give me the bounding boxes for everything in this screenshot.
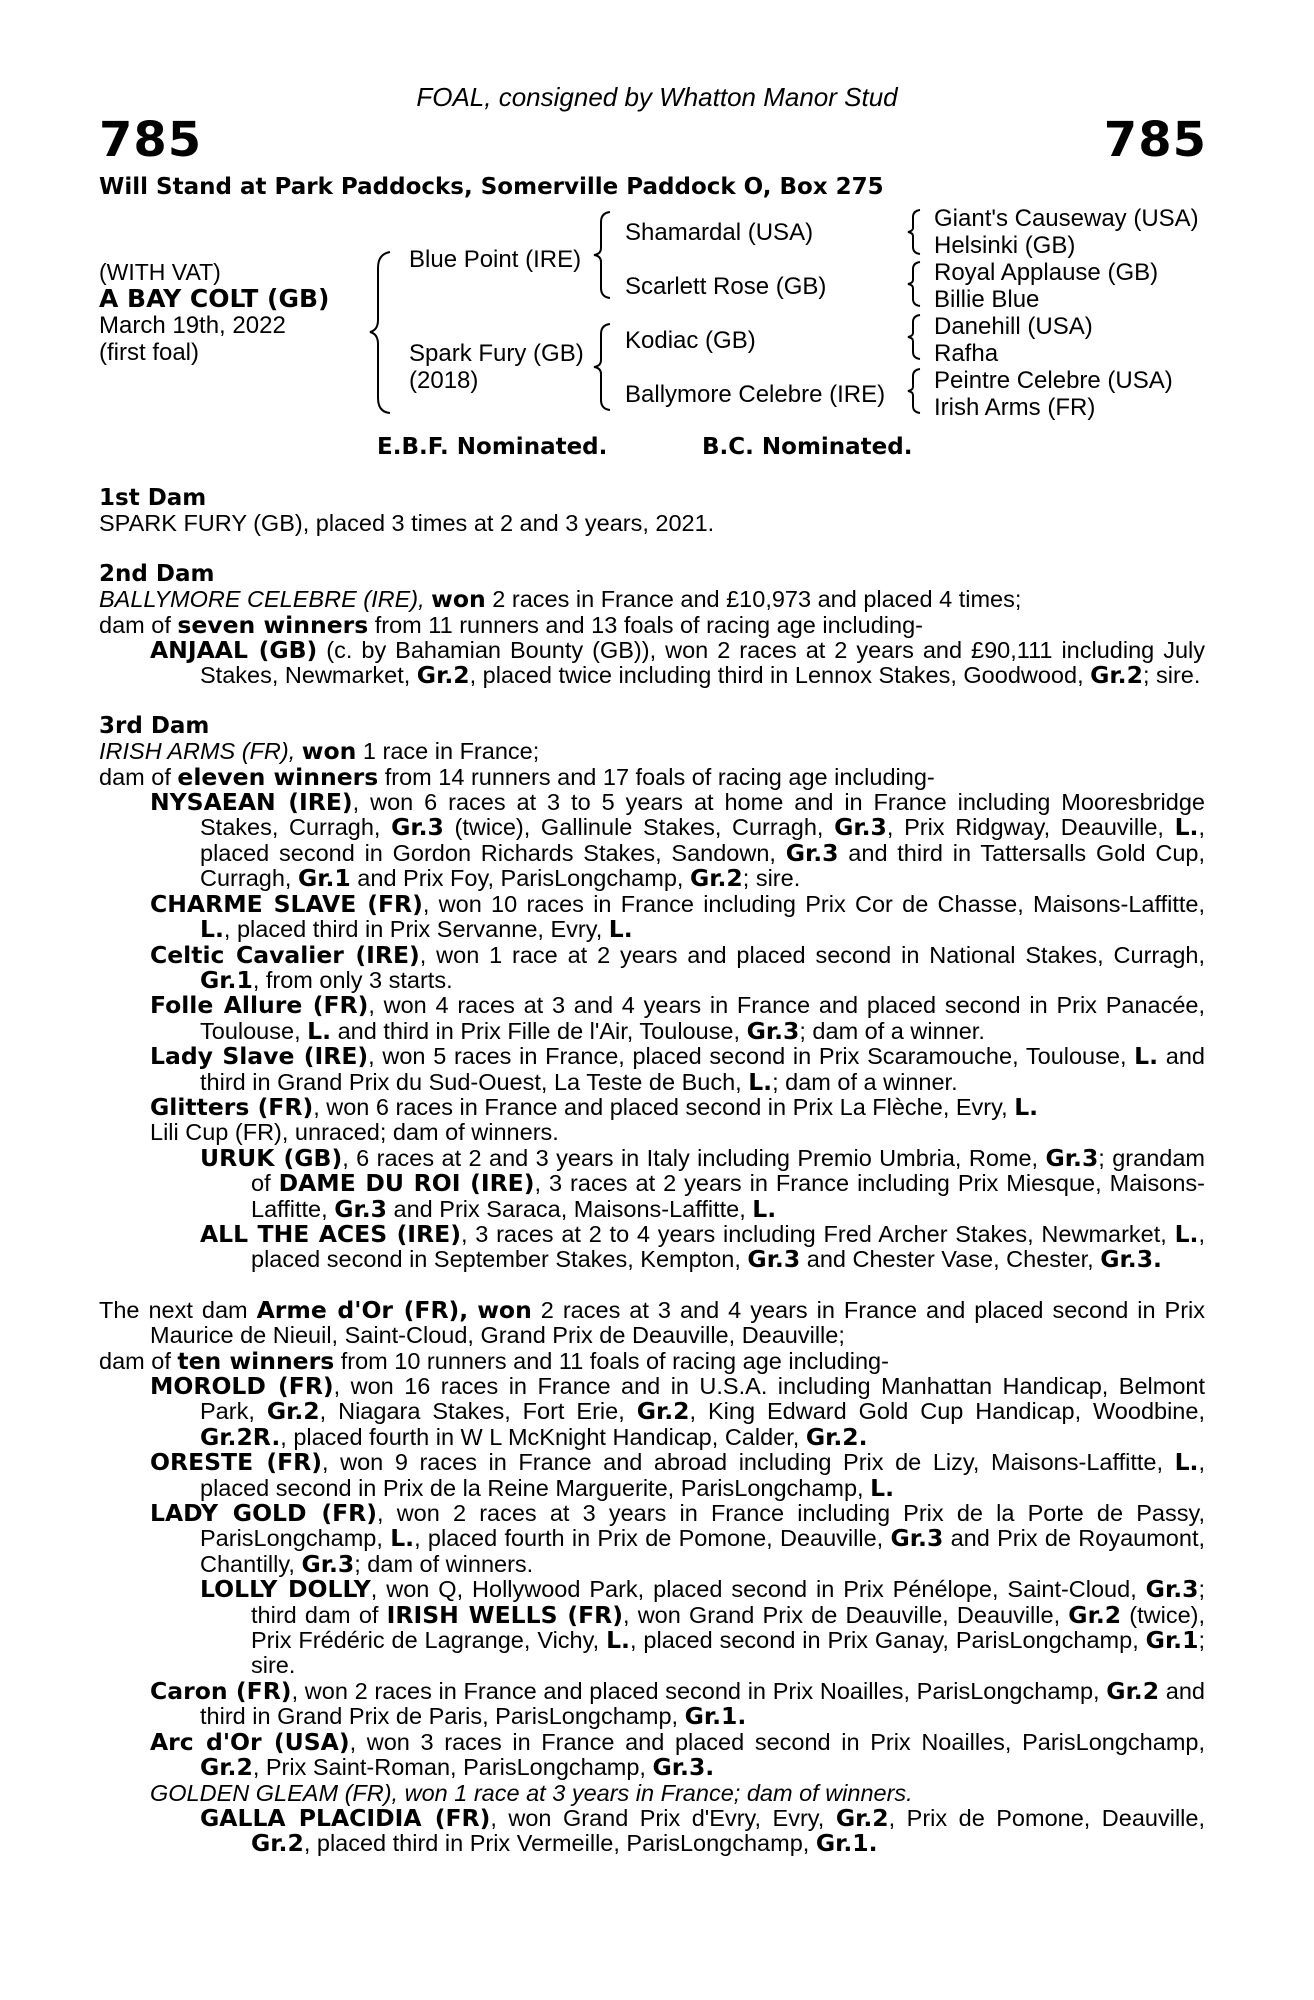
catalogue-body (99, 486, 1205, 1857)
progeny-caron: Caron (FR), won 2 races in France and placed second in Prix Noailles, ParisLongchamp, Gr.2 and third in Grand Prix de Paris, ParisLongchamp, Gr.1. (150, 1676, 1206, 1731)
progeny-folle-allure: Folle Allure (FR), won 4 races at 3 and 4 years in France and placed second in Prix Panacée, Toulouse, L. and third in Prix Fille de l'Air, Toulouse, Gr.3; dam of a winner. (150, 991, 1205, 1045)
dam2-produce: dam of seven winners from 11 runners and 13 foals of racing age including- (99, 610, 923, 639)
pedigree-g2: Helsinki (GB) (934, 232, 1076, 259)
progeny-nysaean: NYSAEAN (IRE), won 6 races at 3 to 5 years at home and in France including Mooresbridge Stakes, Curragh, Gr.3 (twice), Gallinule Stakes, Curragh, Gr.3, Prix Ridgway, Deauville, L., placed second in Gordon Richards Stakes, Sandown, Gr.3 and third in Tattersalls Gold Cup, Curragh, Gr.1 and Prix Foy, ParisLongchamp, Gr.2; sire. (150, 788, 1206, 893)
pedigree-g6: Rafha (934, 340, 999, 367)
vat-note: (WITH VAT) (99, 259, 221, 285)
pedigree-sire: Blue Point (IRE) (409, 246, 582, 273)
pedigree-g3: Royal Applause (GB) (934, 259, 1159, 286)
progeny-uruk: URUK (GB), 6 races at 2 and 3 years in Italy including Premio Umbria, Rome, Gr.3; grandam of DAME DU ROI (IRE), 3 races at 2 years in France including Prix Miesque, Maisons-Laffitte, Gr.3 and Prix Saraca, Maisons-Laffitte, L. (200, 1143, 1205, 1223)
pedigree-dam-sire: Kodiac (GB) (625, 327, 756, 354)
progeny-all-the-aces: ALL THE ACES (IRE), 3 races at 2 to 4 years including Fred Archer Stakes, Newmarket, L., placed second in September Stakes, Kempton, Gr.3 and Chester Vase, Chester, Gr.3. (200, 1219, 1205, 1274)
lot-number-right: 785 (1103, 112, 1207, 168)
pedigree-sire-sire: Shamardal (USA) (625, 219, 814, 246)
dam3-heading: 3rd Dam (99, 712, 210, 739)
progeny-lady-gold: LADY GOLD (FR), won 2 races at 3 years in France including Prix de la Porte de Passy, ParisLongchamp, L., placed fourth in Prix de Pomone, Deauville, Gr.3 and Prix de Royaumont, Chantilly, Gr.3; dam of winners. (150, 1499, 1206, 1578)
dam1-text: SPARK FURY (GB), placed 3 times at 2 and 3 years, 2021. (99, 510, 715, 537)
pedigree-g1: Giant's Causeway (USA) (934, 205, 1199, 232)
foaling-date: March 19th, 2022 (99, 312, 286, 339)
progeny-lolly-dolly: LOLLY DOLLY, won Q, Hollywood Park, placed second in Prix Pénélope, Saint-Cloud, Gr.3; third dam of IRISH WELLS (FR), won Grand Prix de Deauville, Deauville, Gr.2 (twice), Prix Frédéric de Lagrange, Vichy, L., placed second in Prix Ganay, ParisLongchamp, Gr.1; sire. (200, 1575, 1206, 1679)
pedigree-brace-g3 (906, 313, 924, 361)
pedigree-sire-dam: Scarlett Rose (GB) (625, 273, 827, 300)
progeny-glitters: Glitters (FR), won 6 races in France and placed second in Prix La Flèche, Evry, L. (150, 1092, 1039, 1121)
pedigree-brace-dam (592, 322, 614, 412)
dam2-heading: 2nd Dam (99, 560, 215, 587)
bc-nominated: B.C. Nominated. (702, 434, 913, 460)
progeny-arc-dor: Arc d'Or (USA), won 3 races in France and placed second in Prix Noailles, ParisLongchamp, Gr.2, Prix Saint-Roman, ParisLongchamp, Gr.3. (150, 1727, 1205, 1782)
pedigree-brace-g4 (906, 367, 924, 415)
dam1-heading: 1st Dam (99, 485, 207, 511)
ebf-nominated: E.B.F. Nominated. (377, 434, 608, 460)
next-dam-produce: dam of ten winners from 10 runners and 11 foals of racing age including- (99, 1346, 889, 1375)
next-dam-line: The next dam Arme d'Or (FR), won 2 races at 3 and 4 years in France and placed second in Prix Maurice de Nieuil, Saint-Cloud, Grand Prix de Deauville, Deauville; (99, 1295, 1206, 1349)
dam2-progeny-anjaal: ANJAAL (GB) (c. by Bahamian Bounty (GB)), won 2 races at 2 years and £90,111 including July Stakes, Newmarket, Gr.2, placed twice including third in Lennox Stakes, Goodwood, Gr.2; sire. (150, 636, 1206, 690)
pedigree-dam: Spark Fury (GB) (409, 340, 584, 367)
stand-location: Will Stand at Park Paddocks, Somerville Paddock O, Box 275 (99, 174, 884, 200)
dam2-line: BALLYMORE CELEBRE (IRE), won 2 races in France and £10,973 and placed 4 times; (99, 585, 1022, 614)
progeny-galla-placidia: GALLA PLACIDIA (FR), won Grand Prix d'Evry, Evry, Gr.2, Prix de Pomone, Deauville, Gr.2, placed third in Prix Vermeille, ParisLongchamp, Gr.1. (200, 1803, 1205, 1858)
dam2-name: BALLYMORE CELEBRE (IRE), (99, 586, 425, 613)
progeny-golden-gleam: GOLDEN GLEAM (FR), won 1 race at 3 years in France; dam of winners. (150, 1779, 913, 1806)
progeny-lili-cup: Lili Cup (FR), unraced; dam of winners. (150, 1119, 559, 1146)
pedigree-brace-sire (592, 210, 614, 300)
dam3-line: IRISH ARMS (FR), won 1 race in France; (99, 737, 540, 766)
pedigree-g8: Irish Arms (FR) (934, 394, 1096, 421)
pedigree-g5: Danehill (USA) (934, 313, 1093, 340)
progeny-oreste: ORESTE (FR), won 9 races in France and abroad including Prix de Lizy, Maisons-Laffitte, L., placed second in Prix de la Reine Marguerite, ParisLongchamp, L. (150, 1448, 1205, 1502)
pedigree-brace-g2 (906, 260, 924, 308)
pedigree-g7: Peintre Celebre (USA) (934, 367, 1173, 394)
foal-note: (first foal) (99, 339, 200, 366)
pedigree-dam-dam: Ballymore Celebre (IRE) (625, 381, 886, 408)
progeny-lady-slave: Lady Slave (IRE), won 5 races in France, placed second in Prix Scaramouche, Toulouse, L. and third in Grand Prix du Sud-Ouest, La Teste de Buch, L.; dam of a winner. (150, 1042, 1205, 1096)
pedigree-brace-main (368, 250, 398, 415)
progeny-morold: MOROLD (FR), won 16 races in France and in U.S.A. including Manhattan Handicap, Belmont Park, Gr.2, Niagara Stakes, Fort Erie, Gr.2, King Edward Gold Cup Handicap, Woodbine, Gr.2R., placed fourth in W L McKnight Handicap, Calder, Gr.2. (150, 1372, 1205, 1451)
progeny-charme-slave: CHARME SLAVE (FR), won 10 races in France including Prix Cor de Chasse, Maisons-Laffitte, L., placed third in Prix Servanne, Evry, L. (150, 889, 1206, 944)
lot-number-left: 785 (99, 112, 203, 168)
pedigree-dam-year: (2018) (409, 367, 479, 394)
consignment-line: FOAL, consigned by Whatton Manor Stud (416, 82, 898, 112)
progeny-celtic-cavalier: Celtic Cavalier (IRE), won 1 race at 2 years and placed second in National Stakes, Curragh, Gr.1, from only 3 starts. (150, 940, 1205, 994)
pedigree-g4: Billie Blue (934, 286, 1040, 313)
horse-name: A BAY COLT (GB) (99, 284, 330, 313)
pedigree-brace-g1 (906, 208, 924, 256)
dam3-produce: dam of eleven winners from 14 runners and 17 foals of racing age including- (99, 762, 935, 791)
